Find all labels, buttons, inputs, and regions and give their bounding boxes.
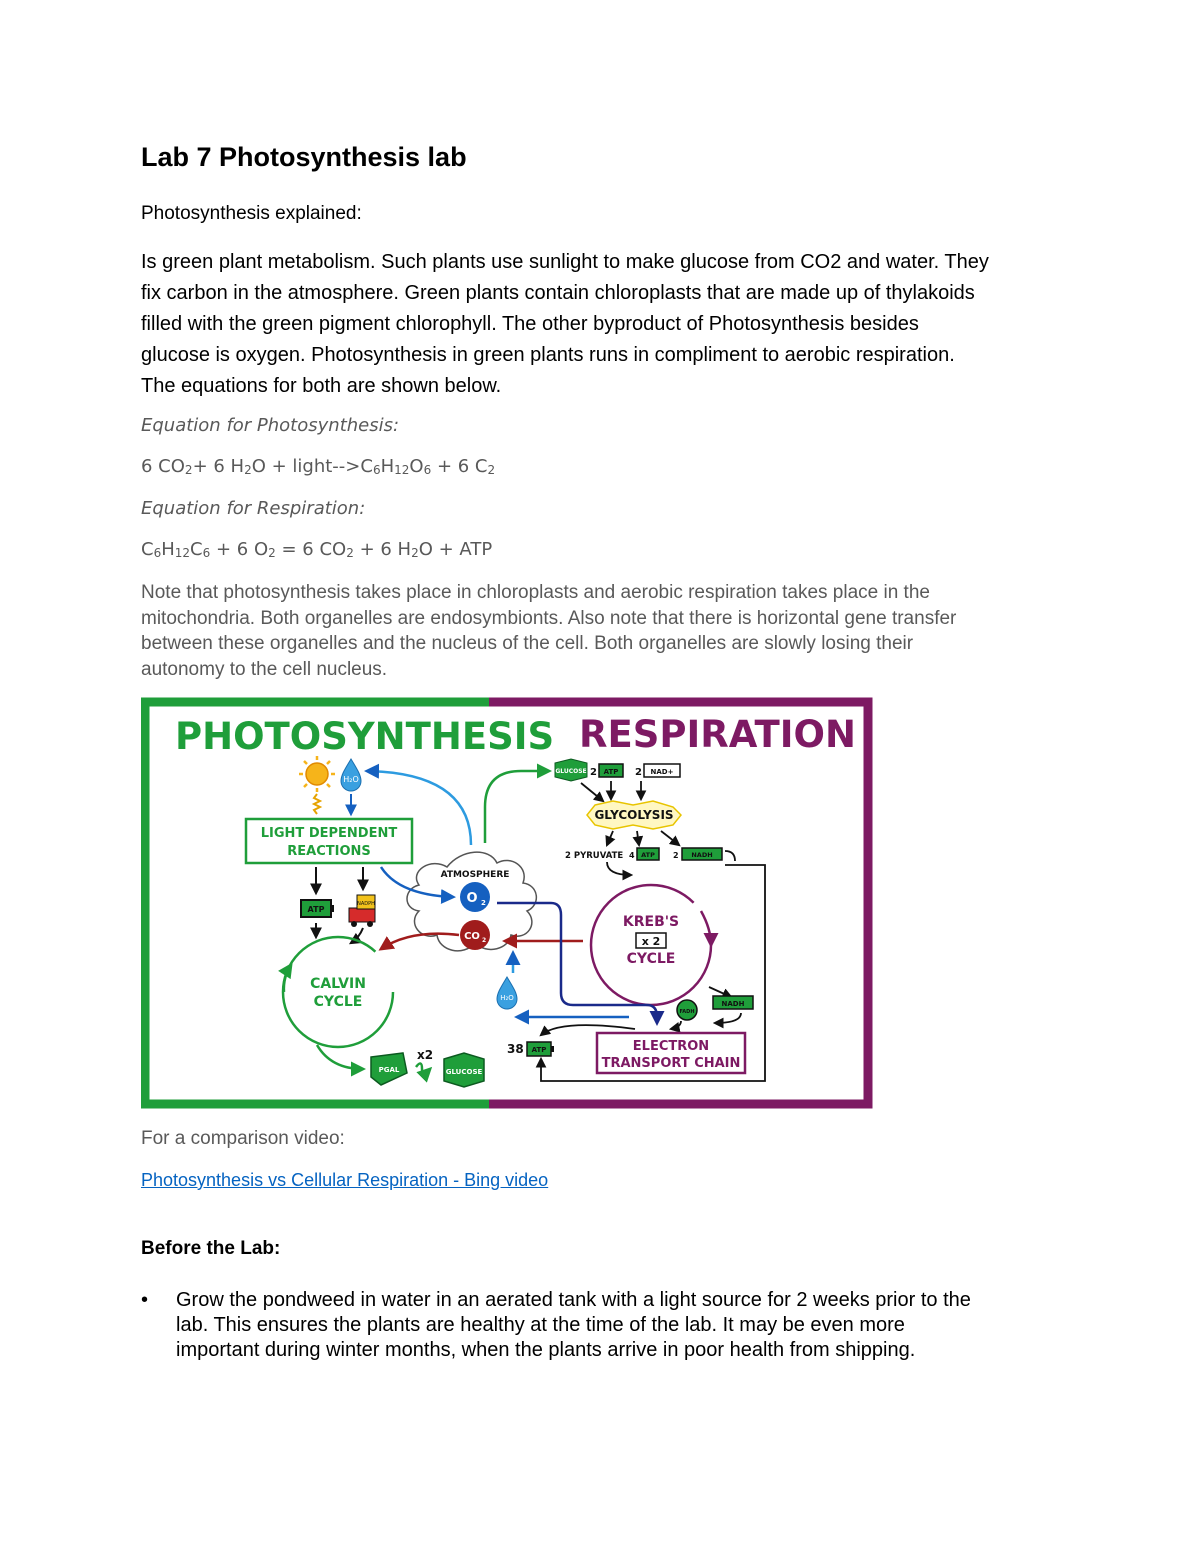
atp-bottom-label: ATP bbox=[531, 1046, 547, 1054]
glucose-bottom-label: GLUCOSE bbox=[445, 1068, 483, 1076]
water-top-label: H₂O bbox=[343, 775, 359, 784]
intro-line: Is green plant metabolism. Such plants use sunlight to make glucose from CO2 and water. They bbox=[141, 251, 989, 273]
formula-subscript: 2 bbox=[346, 546, 354, 560]
nad-top-label: NAD+ bbox=[650, 768, 674, 776]
formula-subscript: 2 bbox=[184, 463, 193, 477]
krebs-multiplier: x 2 bbox=[641, 935, 661, 948]
carbon-dioxide-bubble bbox=[460, 920, 490, 950]
atp-left-label: ATP bbox=[307, 905, 325, 914]
photosynthesis-equation-label: Equation for Photosynthesis: bbox=[141, 415, 400, 436]
before-lab-heading: Before the Lab: bbox=[141, 1238, 281, 1259]
list-item bbox=[141, 1288, 1061, 1363]
nad-count-top: 2 bbox=[635, 767, 642, 778]
intro-line: filled with the green pigment chlorophyll. The other byproduct of Photosynthesis besides bbox=[141, 313, 919, 335]
nadh-mid-battery bbox=[682, 848, 722, 860]
intro-line: The equations for both are shown below. bbox=[141, 375, 502, 397]
intro-paragraph bbox=[141, 247, 1071, 402]
krebs-label-3: CYCLE bbox=[626, 951, 676, 967]
atp-top-battery bbox=[599, 764, 623, 777]
list-item-line: Grow the pondweed in water in an aerated tank with a light source for 2 weeks prior to the bbox=[176, 1289, 971, 1311]
etc-label-2: TRANSPORT CHAIN bbox=[601, 1056, 741, 1071]
atp-mid-battery bbox=[637, 848, 659, 860]
nad-top-battery bbox=[644, 764, 680, 777]
before-lab-list bbox=[141, 1288, 1061, 1363]
photosynthesis-heading: PHOTOSYNTHESIS bbox=[175, 715, 555, 758]
formula-subscript: 2 bbox=[244, 463, 252, 477]
atp-mid-label: ATP bbox=[641, 851, 655, 859]
calvin-label-1: CALVIN bbox=[310, 976, 366, 992]
atp-count-mid: 4 bbox=[629, 851, 635, 860]
note-line: autonomy to the cell nucleus. bbox=[141, 658, 388, 680]
glucose-bottom-badge bbox=[444, 1053, 484, 1087]
comparison-video-link[interactable]: Photosynthesis vs Cellular Respiration - Bing video bbox=[141, 1170, 549, 1190]
photosynthesis-equation: 6 $CO_2+ 6$ $H_2O$ + light-$->C_6H_{12}O_6 + 6$ $C_2$ bbox=[141, 456, 496, 477]
fadh-icon bbox=[677, 1000, 697, 1020]
nadh-mid-label: NADH bbox=[691, 851, 713, 859]
nadh-count-mid: 2 bbox=[673, 851, 679, 860]
intro-line: fix carbon in the atmosphere. Green plants contain chloroplasts that are made up of thylakoids bbox=[141, 282, 975, 304]
o2-subscript: 2 bbox=[481, 899, 486, 907]
atp-bottom-battery bbox=[527, 1042, 554, 1056]
krebs-label-1: KREB'S bbox=[622, 914, 680, 930]
formula-subscript: 12 bbox=[174, 546, 191, 560]
glucose-top-label: GLUCOSE bbox=[555, 768, 587, 775]
pyruvate-label: 2 PYRUVATE bbox=[565, 851, 624, 861]
formula-subscript: 2 bbox=[487, 463, 496, 477]
oxygen-bubble bbox=[460, 882, 490, 912]
co2-label: CO bbox=[464, 931, 480, 942]
respiration-heading: RESPIRATION bbox=[579, 713, 856, 756]
comparison-text: For a comparison video: bbox=[141, 1128, 345, 1149]
diagram-svg bbox=[141, 697, 873, 1109]
etc-label-1: ELECTRON bbox=[632, 1039, 710, 1054]
formula-subscript: 6 bbox=[372, 463, 381, 477]
bullet-icon: • bbox=[141, 1289, 149, 1311]
formula-subscript: 6 bbox=[202, 546, 211, 560]
photosynthesis-respiration-diagram bbox=[141, 697, 873, 1109]
glucose-top-badge bbox=[555, 759, 587, 781]
light-dependent-label-1: LIGHT DEPENDENT bbox=[260, 826, 398, 841]
atmosphere-label: ATMOSPHERE bbox=[440, 870, 510, 880]
pgal-label: PGAL bbox=[378, 1066, 400, 1074]
formula-subscript: 12 bbox=[394, 463, 410, 477]
formula-subscript: 2 bbox=[411, 546, 419, 560]
atp-count-top: 2 bbox=[590, 767, 597, 778]
o2-label: O bbox=[466, 891, 478, 906]
intro-line: glucose is oxygen. Photosynthesis in green plants runs in compliment to aerobic respiration. bbox=[141, 344, 955, 366]
note-line: mitochondria. Both organelles are endosymbionts. Also note that there is horizontal gene transfer bbox=[141, 607, 957, 629]
section-subheading: Photosynthesis explained: bbox=[141, 203, 362, 224]
list-item-line: important during winter months, when the plants arrive in poor health from shipping. bbox=[176, 1339, 916, 1361]
pgal-multiplier: x2 bbox=[417, 1048, 434, 1062]
fadh-label: FADH bbox=[679, 1009, 695, 1015]
atp-top-label: ATP bbox=[603, 768, 619, 776]
note-line: between these organelles and the nucleus of the cell. Both organelles are slowly losing their bbox=[141, 633, 914, 654]
nadph-label: NADPH bbox=[357, 901, 375, 907]
glycolysis-label: GLYCOLYSIS bbox=[594, 808, 674, 822]
nadh-low-battery bbox=[713, 996, 753, 1009]
note-paragraph bbox=[141, 580, 1061, 682]
atp-yield-count: 38 bbox=[507, 1042, 524, 1056]
nadh-low-label: NADH bbox=[721, 1000, 745, 1008]
formula-subscript: 6 bbox=[153, 546, 162, 560]
water-mid-label: H₂O bbox=[500, 994, 514, 1002]
glycolysis-burst bbox=[587, 801, 681, 829]
note-line: Note that photosynthesis takes place in chloroplasts and aerobic respiration takes place in the bbox=[141, 582, 930, 603]
respiration-equation-label: Equation for Respiration: bbox=[141, 498, 366, 519]
respiration-equation: $C_6H_{12}C_6 + 6$ $O_2 = 6$ $CO_2 + 6$ $H_2O$ + ATP bbox=[141, 539, 493, 560]
list-item-line: lab. This ensures the plants are healthy at the time of the lab. It may be even more bbox=[176, 1314, 905, 1336]
formula-subscript: 6 bbox=[423, 463, 432, 477]
light-dependent-label-2: REACTIONS bbox=[287, 844, 371, 859]
co2-subscript: 2 bbox=[482, 937, 487, 944]
atp-battery-icon bbox=[301, 900, 334, 917]
document-title: Lab 7 Photosynthesis lab bbox=[141, 142, 467, 172]
calvin-label-2: CYCLE bbox=[313, 994, 363, 1010]
formula-subscript: 2 bbox=[268, 546, 276, 560]
